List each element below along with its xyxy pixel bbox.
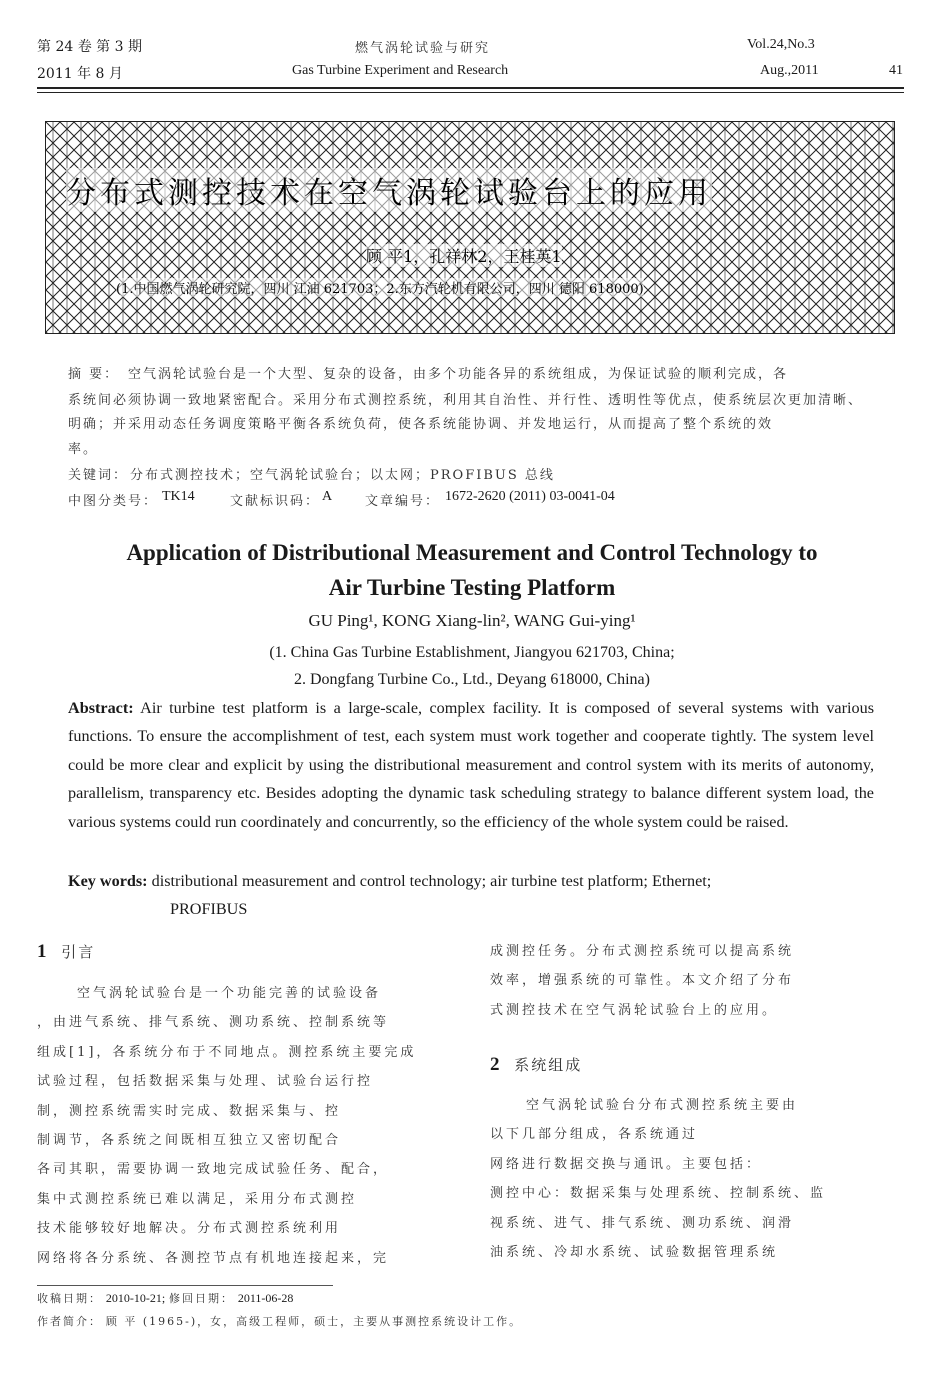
article-no-value: 1672-2620 (2011) 03-0041-04 xyxy=(445,489,615,504)
article-no-label: 文章编号： xyxy=(365,494,441,509)
en-abstract-text: Air turbine test platform is a large-scale, complex facility. It is composed of several systems with various functions. To ensure the accomplishment of test, each system must work together and cooperate tightly. The system level could be more clear and explicit by using the distributional measurement and control system with its merits of autonomy, parallelism, transparency etc. Besides adopting the dynamic task scheduling strategy to balance different system load, the various systems could run coordinately and concurrently, so the efficiency of the whole system could be raised. xyxy=(68,699,874,831)
body-line: 组成[1]，各系统分布于不同地点。测控系统主要完成 xyxy=(37,1044,417,1060)
header-rule-thin xyxy=(37,92,904,93)
cn-abstract-line: 率。 xyxy=(68,442,99,457)
body-line: 网络将各分系统、各测控节点有机地连接起来，完 xyxy=(37,1250,390,1266)
issue-date-en: Aug.,2011 xyxy=(760,63,819,78)
cn-keywords: 分布式测控技术；空气涡轮试验台；以太网；PROFIBUS 总线 xyxy=(130,468,555,483)
body-line: 技术能够较好地解决。分布式测控系统利用 xyxy=(37,1221,342,1237)
body-line: 油系统、冷却水系统、试验数据管理系统 xyxy=(490,1245,779,1261)
cn-authors: 顾 平1，孔祥林2，王桂英1 xyxy=(366,244,562,267)
en-abstract xyxy=(68,694,874,836)
en-keywords-line2: PROFIBUS xyxy=(170,900,248,919)
section-number: 1 xyxy=(37,941,47,962)
body-line: ，由进气系统、排气系统、测功系统、控制系统等 xyxy=(37,1015,390,1031)
section-heading xyxy=(37,941,95,963)
en-keywords-label: Key words: xyxy=(68,872,148,890)
author-bio: 顾 平 (1965-)，女，高级工程师，硕士，主要从事测控系统设计工作。 xyxy=(105,1315,523,1328)
en-authors: GU Ping¹, KONG Xiang-lin², WANG Gui-ying¹ xyxy=(308,611,636,630)
doc-code-value: A xyxy=(322,489,333,504)
body-line: 测控中心：数据采集与处理系统、控制系统、监 xyxy=(490,1186,827,1202)
issue-date-cn: 2011 年 8 月 xyxy=(37,66,123,82)
journal-name-en: Gas Turbine Experiment and Research xyxy=(292,63,509,78)
author-label: 作者简介： xyxy=(37,1315,102,1328)
body-line: 空气涡轮试验台分布式测控系统主要由 xyxy=(526,1098,799,1113)
cn-keywords-label: 关键词： xyxy=(68,468,129,483)
right-column-bottom xyxy=(490,1091,826,1267)
clc-value: TK14 xyxy=(162,489,195,504)
en-keywords-text: distributional measurement and control technology; air turbine test platform; Ethernet; xyxy=(151,872,712,890)
en-keywords xyxy=(68,867,874,924)
body-line: 集中式测控系统已难以满足，采用分布式测控 xyxy=(37,1191,358,1207)
section-title: 系统组成 xyxy=(514,1058,583,1074)
journal-volume-cn: 第 24 卷 第 3 期 xyxy=(37,39,142,55)
revised-label: 修回日期： xyxy=(168,1292,234,1305)
en-abstract-label: Abstract: xyxy=(68,699,134,717)
en-title-line1: Application of Distributional Measurement and Control Technology to xyxy=(126,540,818,565)
received-label: 收稿日期： xyxy=(37,1292,102,1305)
body-line: 成测控任务。分布式测控系统可以提高系统 xyxy=(490,944,795,959)
body-line: 各司其职，需要协调一致地完成试验任务、配合， xyxy=(37,1162,390,1178)
left-column xyxy=(37,979,416,1273)
body-line: 视系统、进气、排气系统、测功系统、润滑 xyxy=(490,1215,795,1231)
cn-abstract-label: 摘 要： xyxy=(68,367,120,382)
body-line: 制调节，各系统之间既相互独立又密切配合 xyxy=(37,1133,342,1149)
body-line: 式测控技术在空气涡轮试验台上的应用。 xyxy=(490,1002,779,1018)
revised-date: 2011-06-28 xyxy=(237,1291,294,1305)
journal-name-cn: 燃气涡轮试验与研究 xyxy=(355,41,491,56)
cn-abstract-line: 系统间必须协调一致地紧密配合。采用分布式测控系统，利用其自治性、并行性、透明性等优点，使系统层次更加清晰、 xyxy=(68,393,864,408)
body-line: 网络进行数据交换与通讯。主要包括： xyxy=(490,1156,763,1172)
right-column-top xyxy=(490,937,794,1025)
header-rule-thick xyxy=(37,87,904,89)
body-line: 以下几部分组成，各系统通过 xyxy=(490,1127,699,1143)
section-number: 2 xyxy=(490,1054,500,1075)
footnote-rule xyxy=(37,1285,333,1286)
footnote-dates xyxy=(37,1290,293,1306)
received-date: 2010-10-21; xyxy=(105,1291,166,1305)
page-number: 41 xyxy=(889,63,903,78)
footnote-author xyxy=(37,1313,522,1329)
body-line: 效率，增强系统的可靠性。本文介绍了分布 xyxy=(490,973,795,989)
journal-volume-en: Vol.24,No.3 xyxy=(747,37,815,52)
section-title: 引言 xyxy=(61,945,96,961)
en-title-line2: Air Turbine Testing Platform xyxy=(328,575,616,600)
body-line: 制，测控系统需实时完成、数据采集与、控 xyxy=(37,1103,342,1119)
cn-affiliation: (1.中国燃气涡轮研究院，四川 江油 621703；2.东方汽轮机有限公司，四川 德阳 618000) xyxy=(116,278,644,297)
section-heading xyxy=(490,1054,582,1076)
cn-title: 分布式测控技术在空气涡轮试验台上的应用 xyxy=(66,168,712,212)
doc-code-label: 文献标识码： xyxy=(230,494,321,509)
body-line: 试验过程，包括数据采集与处理、试验台运行控 xyxy=(37,1074,374,1090)
cn-abstract-line: 明确；并采用动态任务调度策略平衡各系统负荷，使各系统能协调、并发地运行，从而提高了整个系统的效 xyxy=(68,417,774,432)
body-line: 空气涡轮试验台是一个功能完善的试验设备 xyxy=(77,986,382,1001)
en-affiliation-line2: 2. Dongfang Turbine Co., Ltd., Deyang 618000, China) xyxy=(294,671,650,688)
cn-title-pattern xyxy=(46,122,894,333)
cn-title-block xyxy=(45,121,895,334)
en-affiliation-line1: (1. China Gas Turbine Establishment, Jiangyou 621703, China; xyxy=(269,644,675,661)
cn-abstract-line: 空气涡轮试验台是一个大型、复杂的设备，由多个功能各异的系统组成，为保证试验的顺利完成，各 xyxy=(128,367,789,382)
clc-label: 中图分类号： xyxy=(68,494,159,509)
